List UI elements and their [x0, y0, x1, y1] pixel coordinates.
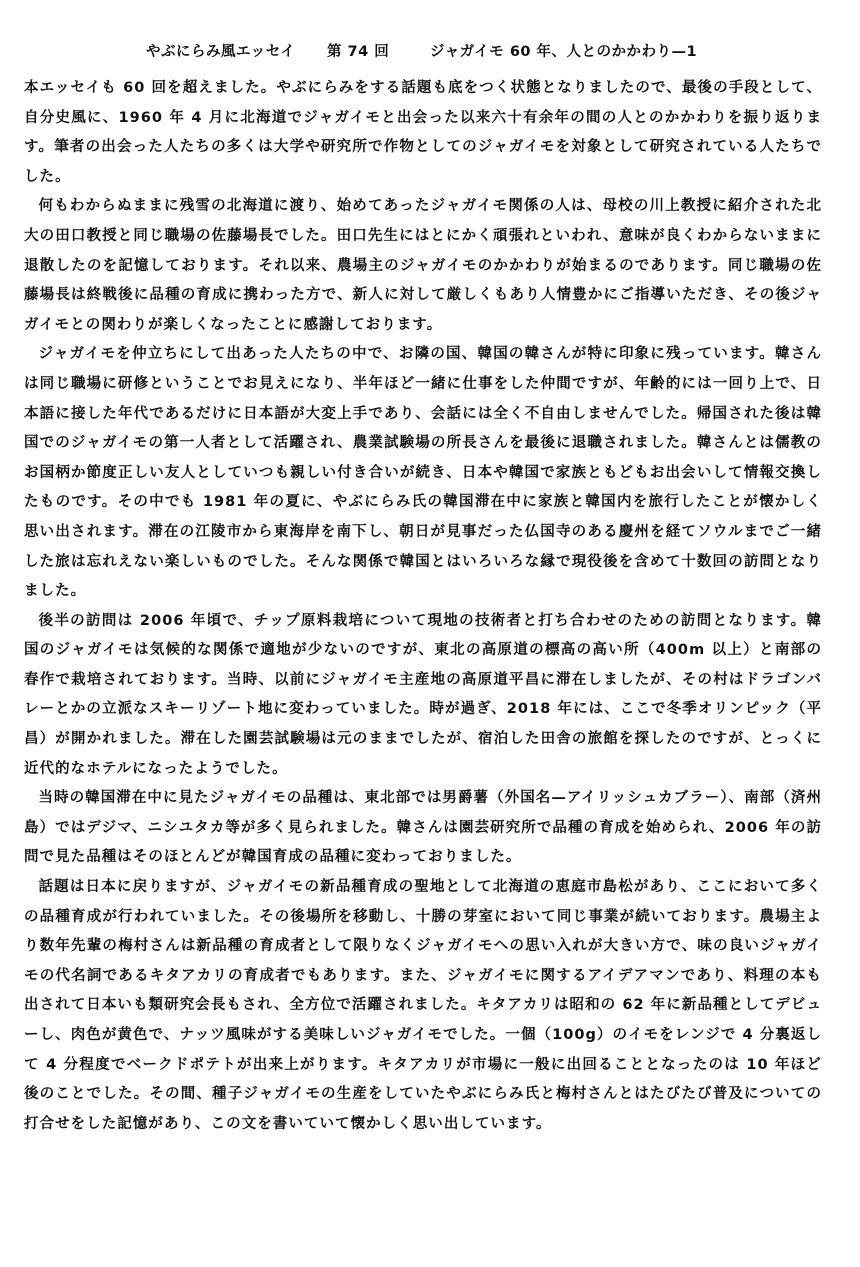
paragraph-korea-han: ジャガイモを仲立ちにして出あった人たちの中で、お隣の国、韓国の韓さんが特に印象に残っています。韓さんは同じ職場に研修ということでお見えになり、半年ほど一緒に仕事をした仲間ですが、年齢的には一回り上で、日本語に接した年代であるだけに日本語が大変上手であり、会話には全く不自由しませんでした。帰国された後は韓国でのジャガイモの第一人者として活躍され、農業試験場の所長さんを最後に退職されました。韓さんとは儒教のお国柄か節度正しい友人としていつも親しい付き合いが続き、日本や韓国で家族ともどもお出会いして情報交換したものです。その中でも 1981 年の夏に、やぶにらみ氏の韓国滞在中に家族と韓国内を旅行したことが懐かしく思い出されます。滞在の江陵市から東海岸を南下し、朝日が見事だった仏国寺のある慶州を経てソウルまでご一緒した旅は忘れえない楽しいものでした。そんな関係で韓国とはいろいろな縁で現役後を含めて十数回の訪問となりました。 [24, 346, 822, 600]
paragraph-intro: 本エッセイも 60 回を超えました。やぶにらみをする話題も底をつく状態となりましたので、最後の手段として、自分史風に、1960 年 4 月に北海道でジャガイモと出会った以来六十有余年の間の人とのかかわりを振り返ります。筆者の出会った人たちの多くは大学や研究所で作物としてのジャガイモを対象として研究されている人たちでした。 [24, 80, 822, 185]
paragraph-later-visit: 後半の訪問は 2006 年頃で、チップ原料栽培について現地の技術者と打ち合わせのための訪問となります。韓国のジャガイモは気候的な関係で適地が少ないのですが、東北の高原道の標高の高い所（400m 以上）と南部の春作で栽培されております。当時、以前にジャガイモ主産地の高原道平昌に滞在しましたが、その村はドラゴンバレーとかの立派なスキーリゾート地に変わっていました。時が過ぎ、2018 年には、ここで冬季オリンピック（平昌）が開かれました。滞在した園芸試験場は元のままでしたが、宿泊した田舎の旅館を探したのですが、とっくに近代的なホテルになったようでした。 [24, 612, 822, 777]
paragraph-kitaakari: 話題は日本に戻りますが、ジャガイモの新品種育成の聖地として北海道の恵庭市島松があり、ここにおいて多くの品種育成が行われていました。その後場所を移動し、十勝の芽室において同じ事業が続いております。農場主より数年先輩の梅村さんは新品種の育成者として限りなくジャガイモへの思い入れが大きい方で、味の良いジャガイモの代名詞であるキタアカリの育成者でもあります。また、ジャガイモに関するアイデアマンであり、料理の本も出されて日本いも類研究会長もされ、全方位で活躍されました。キタアカリは昭和の 62 年に新品種としてデビューし、肉色が黄色で、ナッツ風味がする美味しいジャガイモでした。一個（100g）のイモをレンジで 4 分裏返して 4 分程度でベークドポテトが出来上がります。キタアカリが市場に一般に出回ることとなったのは 10 年ほど後のことでした。その間、種子ジャガイモの生産をしていたやぶにらみ氏と梅村さんとはたびたび普及についての打合せをした記憶があり、この文を書いていて懐かしく思い出しています。 [24, 879, 822, 1132]
episode-number: 第 74 回 [327, 44, 390, 60]
series-title: やぶにらみ風エッセイ [146, 44, 296, 60]
essay-body [24, 74, 822, 1139]
paragraph-hokkaido-arrival: 何もわからぬままに残雪の北海道に渡り、始めてあったジャガイモ関係の人は、母校の川上教授に紹介された北大の田口教授と同じ職場の佐藤場長でした。田口先生にはとにかく頑張れといわれ、意味が良くわからないままに退散したのを記憶しております。それ以来、農場主のジャガイモのかかわりが始まるのであります。同じ職場の佐藤場長は終戦後に品種の育成に携わった方で、新人に対して厳しくもあり人情豊かにご指導いただき、その後ジャガイモとの関わりが楽しくなったことに感謝しております。 [24, 198, 822, 333]
essay-title: ジャガイモ 60 年、人とのかかわり—1 [430, 44, 698, 60]
essay-header [24, 40, 822, 66]
paragraph-korean-varieties: 当時の韓国滞在中に見たジャガイモの品種は、東北部では男爵薯（外国名—アイリッシュカブラー）、南部（済州島）ではデジマ、ニシユタカ等が多く見られました。韓さんは園芸研究所で品種の育成を始められ、2006 年の訪問で見た品種はそのほとんどが韓国育成の品種に変わっておりました。 [24, 790, 822, 866]
